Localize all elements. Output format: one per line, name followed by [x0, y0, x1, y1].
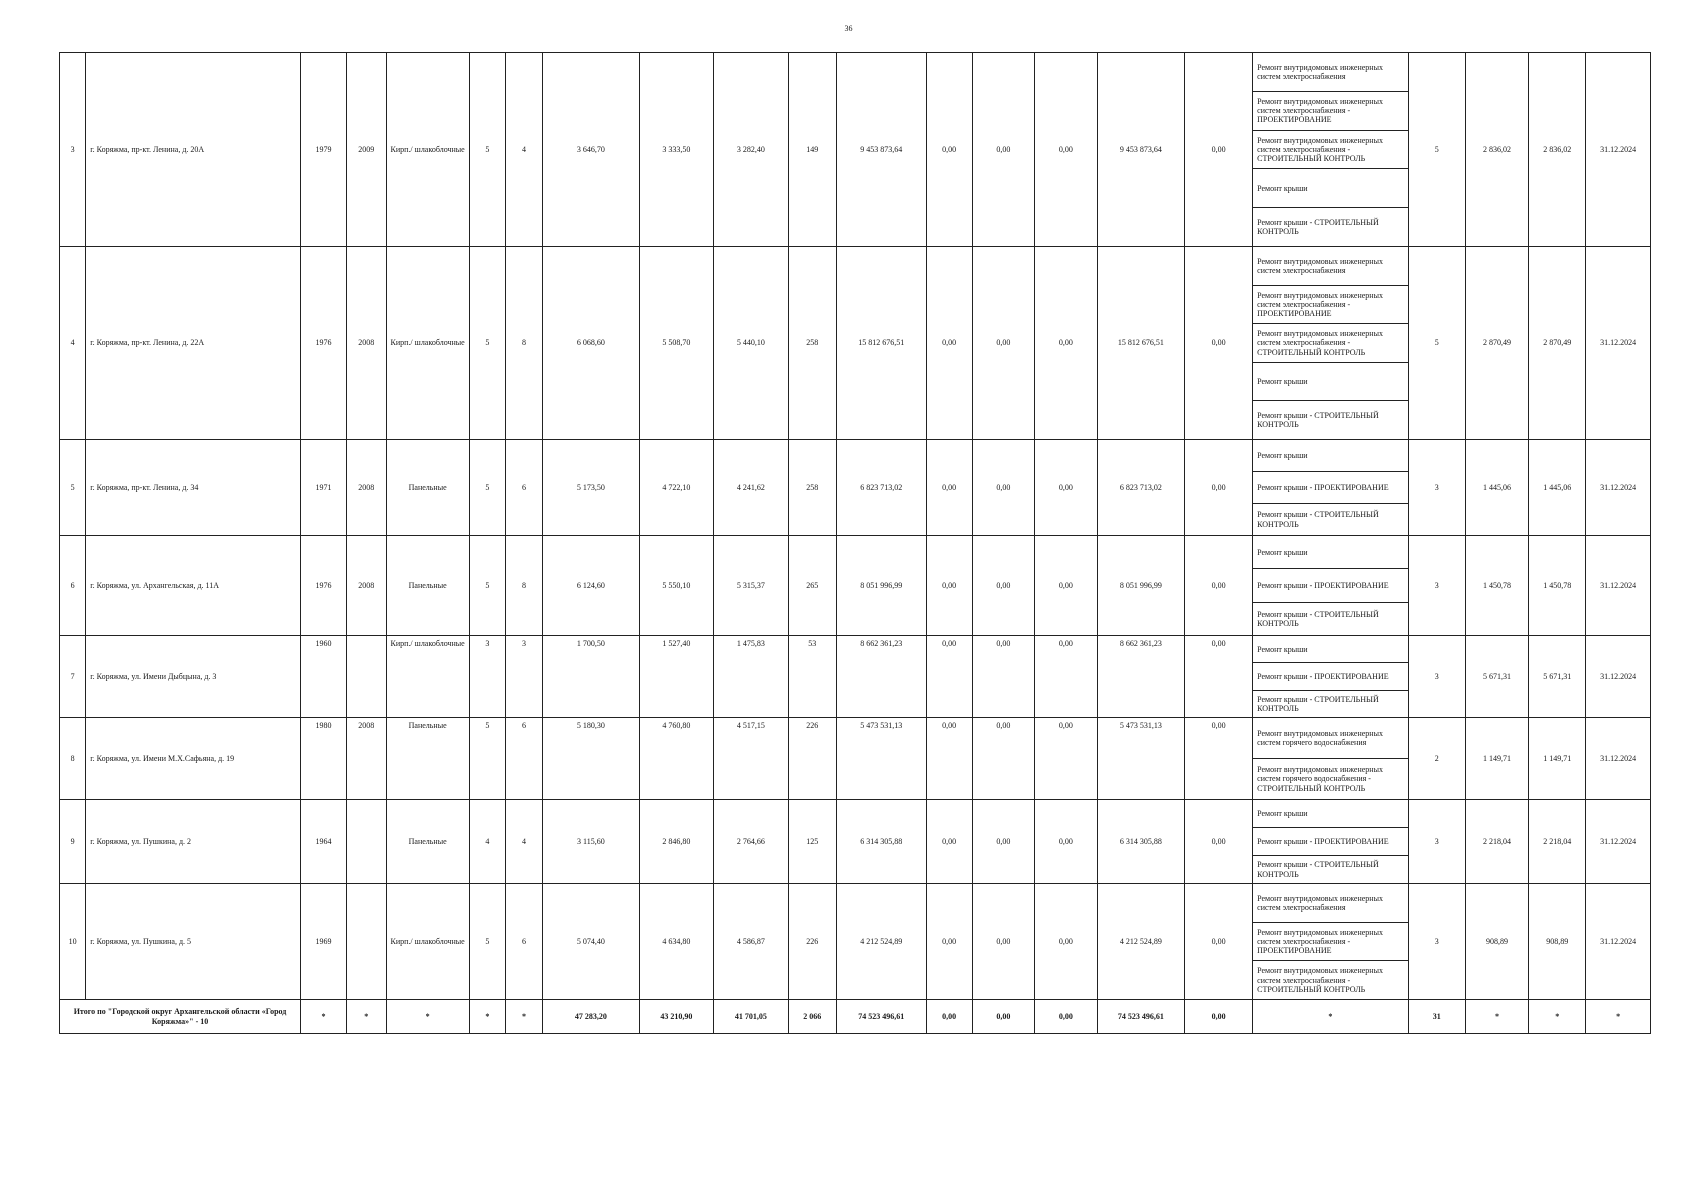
residents-cell: 265 [788, 536, 836, 636]
works-cell [1253, 440, 1409, 536]
work-item: Ремонт внутридомовых инженерных систем электроснабжения [1253, 53, 1408, 92]
fund-reg-cell: 0,00 [972, 636, 1034, 718]
work-item: Ремонт внутридомовых инженерных систем горячего водоснабжения [1253, 718, 1408, 759]
fund-owners-cell: 15 812 676,51 [1097, 247, 1185, 440]
year-built-cell: 1976 [301, 247, 347, 440]
entrances-cell: 4 [505, 53, 542, 247]
total-year-repair: * [347, 1000, 386, 1034]
work-item: Ремонт крыши [1253, 363, 1408, 402]
unit-cost-cell: 5 671,31 [1465, 636, 1529, 718]
area-living-res-cell: 5 315,37 [714, 536, 789, 636]
fund-other-cell: 0,00 [1185, 800, 1253, 884]
unit-cost-max-cell: 1 149,71 [1529, 718, 1586, 800]
work-item: Ремонт внутридомовых инженерных систем электроснабжения [1253, 884, 1408, 923]
area-total-cell: 3 115,60 [543, 800, 639, 884]
work-item: Ремонт крыши [1253, 800, 1408, 828]
unit-cost-cell: 2 218,04 [1465, 800, 1529, 884]
address-cell: г. Коряжма, ул. Имени Дыбцына, д. 3 [86, 636, 301, 718]
address-cell: г. Коряжма, ул. Пушкина, д. 2 [86, 800, 301, 884]
year-repair-cell [347, 800, 386, 884]
work-item: Ремонт внутридомовых инженерных систем электроснабжения - СТРОИТЕЛЬНЫЙ КОНТРОЛЬ [1257, 966, 1383, 994]
area-total-cell: 6 068,60 [543, 247, 639, 440]
year-repair-cell: 2009 [347, 53, 386, 247]
wall-cell: Панельные [386, 536, 469, 636]
works-count-cell: 2 [1408, 718, 1465, 800]
work-list [1253, 636, 1408, 717]
address-cell: г. Коряжма, ул. Архангельская, д. 11А [86, 536, 301, 636]
repair-program-table [59, 52, 1651, 1034]
area-living-cell: 4 722,10 [639, 440, 714, 536]
table-row [60, 536, 1651, 636]
total-unit-cost: * [1465, 1000, 1529, 1034]
fund-mun-cell: 0,00 [1035, 800, 1097, 884]
cost-total-cell: 5 473 531,13 [836, 718, 926, 800]
floors-cell: 5 [469, 247, 505, 440]
row-number: 4 [60, 247, 86, 440]
works-cell [1253, 247, 1409, 440]
fund-other-cell: 0,00 [1185, 884, 1253, 1000]
area-total-cell: 5 173,50 [543, 440, 639, 536]
fund-owners-cell: 9 453 873,64 [1097, 53, 1185, 247]
area-living-res-cell: 2 764,66 [714, 800, 789, 884]
entrances-cell: 3 [505, 636, 542, 718]
area-total-cell: 5 074,40 [543, 884, 639, 1000]
work-list [1253, 884, 1408, 999]
entrances-cell: 6 [505, 440, 542, 536]
address-cell: г. Коряжма, ул. Имени М.Х.Сафьяна, д. 19 [86, 718, 301, 800]
total-area-living: 43 210,90 [639, 1000, 714, 1034]
unit-cost-max-cell: 2 836,02 [1529, 53, 1586, 247]
area-total-cell: 3 646,70 [543, 53, 639, 247]
total-wall: * [386, 1000, 469, 1034]
year-repair-cell: 2008 [347, 247, 386, 440]
year-built-cell: 1969 [301, 884, 347, 1000]
total-year-built: * [301, 1000, 347, 1034]
cost-total-cell: 6 314 305,88 [836, 800, 926, 884]
work-item: Ремонт крыши - СТРОИТЕЛЬНЫЙ КОНТРОЛЬ [1257, 510, 1379, 529]
area-living-res-cell: 4 517,15 [714, 718, 789, 800]
unit-cost-max-cell: 2 218,04 [1529, 800, 1586, 884]
table-body [60, 53, 1651, 1034]
floors-cell: 5 [469, 536, 505, 636]
unit-cost-cell: 2 836,02 [1465, 53, 1529, 247]
table-row [60, 247, 1651, 440]
work-list [1253, 536, 1408, 635]
table-row [60, 636, 1651, 718]
wall-cell: Панельные [386, 800, 469, 884]
wall-cell: Кирп./ шлакоблочные [386, 884, 469, 1000]
fund-fed-cell: 0,00 [926, 636, 972, 718]
wall-cell: Кирп./ шлакоблочные [386, 53, 469, 247]
cost-total-cell: 8 662 361,23 [836, 636, 926, 718]
deadline-cell: 31.12.2024 [1586, 636, 1651, 718]
works-cell [1253, 718, 1409, 800]
total-works-count: 31 [1408, 1000, 1465, 1034]
floors-cell: 3 [469, 636, 505, 718]
fund-mun-cell: 0,00 [1035, 440, 1097, 536]
fund-reg-cell: 0,00 [972, 718, 1034, 800]
fund-owners-cell: 5 473 531,13 [1097, 718, 1185, 800]
cost-total-cell: 9 453 873,64 [836, 53, 926, 247]
fund-fed-cell: 0,00 [926, 247, 972, 440]
wall-cell: Кирп./ шлакоблочные [386, 636, 469, 718]
total-fund-fed: 0,00 [926, 1000, 972, 1034]
fund-owners-cell: 8 662 361,23 [1097, 636, 1185, 718]
area-living-res-cell: 3 282,40 [714, 53, 789, 247]
work-item: Ремонт крыши - СТРОИТЕЛЬНЫЙ КОНТРОЛЬ [1257, 609, 1379, 628]
wall-cell: Панельные [386, 718, 469, 800]
total-entrances: * [505, 1000, 542, 1034]
cost-total-cell: 8 051 996,99 [836, 536, 926, 636]
works-count-cell: 3 [1408, 440, 1465, 536]
address-cell: г. Коряжма, пр-кт. Ленина, д. 22А [86, 247, 301, 440]
fund-other-cell: 0,00 [1185, 247, 1253, 440]
year-repair-cell: 2008 [347, 440, 386, 536]
work-list [1253, 800, 1408, 883]
total-fund-reg: 0,00 [972, 1000, 1034, 1034]
residents-cell: 125 [788, 800, 836, 884]
works-count-cell: 3 [1408, 884, 1465, 1000]
unit-cost-cell: 1 445,06 [1465, 440, 1529, 536]
fund-reg-cell: 0,00 [972, 440, 1034, 536]
works-cell [1253, 53, 1409, 247]
works-count-cell: 5 [1408, 53, 1465, 247]
total-fund-mun: 0,00 [1035, 1000, 1097, 1034]
deadline-cell: 31.12.2024 [1586, 800, 1651, 884]
fund-mun-cell: 0,00 [1035, 636, 1097, 718]
floors-cell: 5 [469, 440, 505, 536]
year-built-cell: 1976 [301, 536, 347, 636]
unit-cost-max-cell: 1 450,78 [1529, 536, 1586, 636]
works-count-cell: 3 [1408, 536, 1465, 636]
row-number: 3 [60, 53, 86, 247]
work-list [1253, 247, 1408, 439]
area-living-cell: 5 550,10 [639, 536, 714, 636]
floors-cell: 5 [469, 884, 505, 1000]
table-row [60, 718, 1651, 800]
year-built-cell: 1960 [301, 636, 347, 718]
work-list [1253, 718, 1408, 799]
table-row [60, 440, 1651, 536]
residents-cell: 226 [788, 718, 836, 800]
total-area-living-res: 41 701,05 [714, 1000, 789, 1034]
works-cell [1253, 636, 1409, 718]
entrances-cell: 4 [505, 800, 542, 884]
area-total-cell: 1 700,50 [543, 636, 639, 718]
year-built-cell: 1980 [301, 718, 347, 800]
row-number: 7 [60, 636, 86, 718]
total-label: Итого по "Городской округ Архангельской области «Город Коряжма»" - 10 [60, 1000, 301, 1034]
floors-cell: 5 [469, 53, 505, 247]
address-cell: г. Коряжма, пр-кт. Ленина, д. 20А [86, 53, 301, 247]
area-living-cell: 3 333,50 [639, 53, 714, 247]
work-item: Ремонт крыши - ПРОЕКТИРОВАНИЕ [1253, 828, 1408, 856]
residents-cell: 149 [788, 53, 836, 247]
fund-owners-cell: 4 212 524,89 [1097, 884, 1185, 1000]
fund-reg-cell: 0,00 [972, 536, 1034, 636]
work-list [1253, 53, 1408, 246]
cost-total-cell: 4 212 524,89 [836, 884, 926, 1000]
fund-other-cell: 0,00 [1185, 636, 1253, 718]
entrances-cell: 6 [505, 718, 542, 800]
total-fund-other: 0,00 [1185, 1000, 1253, 1034]
fund-fed-cell: 0,00 [926, 800, 972, 884]
total-floors: * [469, 1000, 505, 1034]
work-item: Ремонт крыши - СТРОИТЕЛЬНЫЙ КОНТРОЛЬ [1257, 694, 1379, 713]
works-cell [1253, 536, 1409, 636]
area-living-cell: 4 760,80 [639, 718, 714, 800]
work-item: Ремонт внутридомовых инженерных систем электроснабжения [1253, 247, 1408, 286]
work-item: Ремонт крыши - ПРОЕКТИРОВАНИЕ [1253, 472, 1408, 504]
area-living-cell: 2 846,80 [639, 800, 714, 884]
fund-fed-cell: 0,00 [926, 440, 972, 536]
work-list [1253, 440, 1408, 535]
work-item: Ремонт внутридомовых инженерных систем горячего водоснабжения - СТРОИТЕЛЬНЫЙ КОНТРОЛЬ [1257, 765, 1383, 793]
fund-reg-cell: 0,00 [972, 800, 1034, 884]
floors-cell: 4 [469, 800, 505, 884]
unit-cost-max-cell: 908,89 [1529, 884, 1586, 1000]
area-total-cell: 6 124,60 [543, 536, 639, 636]
total-fund-owners: 74 523 496,61 [1097, 1000, 1185, 1034]
cost-total-cell: 6 823 713,02 [836, 440, 926, 536]
fund-fed-cell: 0,00 [926, 536, 972, 636]
year-built-cell: 1979 [301, 53, 347, 247]
unit-cost-max-cell: 2 870,49 [1529, 247, 1586, 440]
fund-owners-cell: 8 051 996,99 [1097, 536, 1185, 636]
cost-total-cell: 15 812 676,51 [836, 247, 926, 440]
total-unit-cost-max: * [1529, 1000, 1586, 1034]
entrances-cell: 8 [505, 536, 542, 636]
works-count-cell: 3 [1408, 636, 1465, 718]
table-row [60, 800, 1651, 884]
row-number: 5 [60, 440, 86, 536]
year-repair-cell [347, 884, 386, 1000]
fund-mun-cell: 0,00 [1035, 53, 1097, 247]
fund-other-cell: 0,00 [1185, 53, 1253, 247]
fund-reg-cell: 0,00 [972, 53, 1034, 247]
work-item: Ремонт внутридомовых инженерных систем электроснабжения - ПРОЕКТИРОВАНИЕ [1253, 923, 1408, 962]
fund-mun-cell: 0,00 [1035, 536, 1097, 636]
fund-owners-cell: 6 314 305,88 [1097, 800, 1185, 884]
wall-cell: Кирп./ шлакоблочные [386, 247, 469, 440]
unit-cost-max-cell: 5 671,31 [1529, 636, 1586, 718]
entrances-cell: 8 [505, 247, 542, 440]
total-cost-total: 74 523 496,61 [836, 1000, 926, 1034]
address-cell: г. Коряжма, ул. Пушкина, д. 5 [86, 884, 301, 1000]
deadline-cell: 31.12.2024 [1586, 718, 1651, 800]
row-number: 6 [60, 536, 86, 636]
works-count-cell: 3 [1408, 800, 1465, 884]
address-cell: г. Коряжма, пр-кт. Ленина, д. 34 [86, 440, 301, 536]
row-number: 8 [60, 718, 86, 800]
residents-cell: 258 [788, 247, 836, 440]
work-item: Ремонт крыши - СТРОИТЕЛЬНЫЙ КОНТРОЛЬ [1257, 217, 1379, 237]
fund-other-cell: 0,00 [1185, 440, 1253, 536]
year-repair-cell [347, 636, 386, 718]
area-living-cell: 1 527,40 [639, 636, 714, 718]
work-item: Ремонт крыши - СТРОИТЕЛЬНЫЙ КОНТРОЛЬ [1257, 410, 1379, 430]
area-living-cell: 5 508,70 [639, 247, 714, 440]
deadline-cell: 31.12.2024 [1586, 247, 1651, 440]
work-item: Ремонт внутридомовых инженерных систем электроснабжения - СТРОИТЕЛЬНЫЙ КОНТРОЛЬ [1253, 324, 1408, 363]
area-living-res-cell: 1 475,83 [714, 636, 789, 718]
area-total-cell: 5 180,30 [543, 718, 639, 800]
unit-cost-cell: 1 149,71 [1465, 718, 1529, 800]
fund-fed-cell: 0,00 [926, 884, 972, 1000]
table-row [60, 53, 1651, 247]
total-area-total: 47 283,20 [543, 1000, 639, 1034]
deadline-cell: 31.12.2024 [1586, 536, 1651, 636]
fund-other-cell: 0,00 [1185, 536, 1253, 636]
work-item: Ремонт крыши [1253, 636, 1408, 663]
fund-mun-cell: 0,00 [1035, 718, 1097, 800]
residents-cell: 226 [788, 884, 836, 1000]
total-deadline: * [1586, 1000, 1651, 1034]
table-row [60, 884, 1651, 1000]
work-item: Ремонт внутридомовых инженерных систем электроснабжения - СТРОИТЕЛЬНЫЙ КОНТРОЛЬ [1253, 131, 1408, 170]
deadline-cell: 31.12.2024 [1586, 440, 1651, 536]
work-item: Ремонт крыши [1253, 536, 1408, 569]
row-number: 9 [60, 800, 86, 884]
residents-cell: 258 [788, 440, 836, 536]
entrances-cell: 6 [505, 884, 542, 1000]
deadline-cell: 31.12.2024 [1586, 53, 1651, 247]
work-item: Ремонт внутридомовых инженерных систем электроснабжения - ПРОЕКТИРОВАНИЕ [1253, 286, 1408, 325]
work-item: Ремонт крыши - СТРОИТЕЛЬНЫЙ КОНТРОЛЬ [1257, 860, 1379, 879]
works-count-cell: 5 [1408, 247, 1465, 440]
unit-cost-cell: 1 450,78 [1465, 536, 1529, 636]
fund-owners-cell: 6 823 713,02 [1097, 440, 1185, 536]
residents-cell: 53 [788, 636, 836, 718]
year-repair-cell: 2008 [347, 536, 386, 636]
row-number: 10 [60, 884, 86, 1000]
unit-cost-cell: 908,89 [1465, 884, 1529, 1000]
fund-mun-cell: 0,00 [1035, 247, 1097, 440]
work-item: Ремонт крыши - ПРОЕКТИРОВАНИЕ [1253, 569, 1408, 602]
fund-fed-cell: 0,00 [926, 53, 972, 247]
fund-mun-cell: 0,00 [1035, 884, 1097, 1000]
year-built-cell: 1971 [301, 440, 347, 536]
total-row [60, 1000, 1651, 1034]
fund-fed-cell: 0,00 [926, 718, 972, 800]
unit-cost-max-cell: 1 445,06 [1529, 440, 1586, 536]
area-living-res-cell: 5 440,10 [714, 247, 789, 440]
year-built-cell: 1964 [301, 800, 347, 884]
work-item: Ремонт внутридомовых инженерных систем электроснабжения - ПРОЕКТИРОВАНИЕ [1253, 92, 1408, 131]
fund-reg-cell: 0,00 [972, 247, 1034, 440]
total-works: * [1253, 1000, 1409, 1034]
works-cell [1253, 800, 1409, 884]
area-living-res-cell: 4 241,62 [714, 440, 789, 536]
area-living-res-cell: 4 586,87 [714, 884, 789, 1000]
work-item: Ремонт крыши [1253, 440, 1408, 472]
works-cell [1253, 884, 1409, 1000]
total-residents: 2 066 [788, 1000, 836, 1034]
wall-cell: Панельные [386, 440, 469, 536]
work-item: Ремонт крыши - ПРОЕКТИРОВАНИЕ [1253, 663, 1408, 690]
fund-reg-cell: 0,00 [972, 884, 1034, 1000]
floors-cell: 5 [469, 718, 505, 800]
fund-other-cell: 0,00 [1185, 718, 1253, 800]
area-living-cell: 4 634,80 [639, 884, 714, 1000]
work-item: Ремонт крыши [1253, 169, 1408, 208]
unit-cost-cell: 2 870,49 [1465, 247, 1529, 440]
page-number: 36 [844, 24, 853, 33]
deadline-cell: 31.12.2024 [1586, 884, 1651, 1000]
year-repair-cell: 2008 [347, 718, 386, 800]
